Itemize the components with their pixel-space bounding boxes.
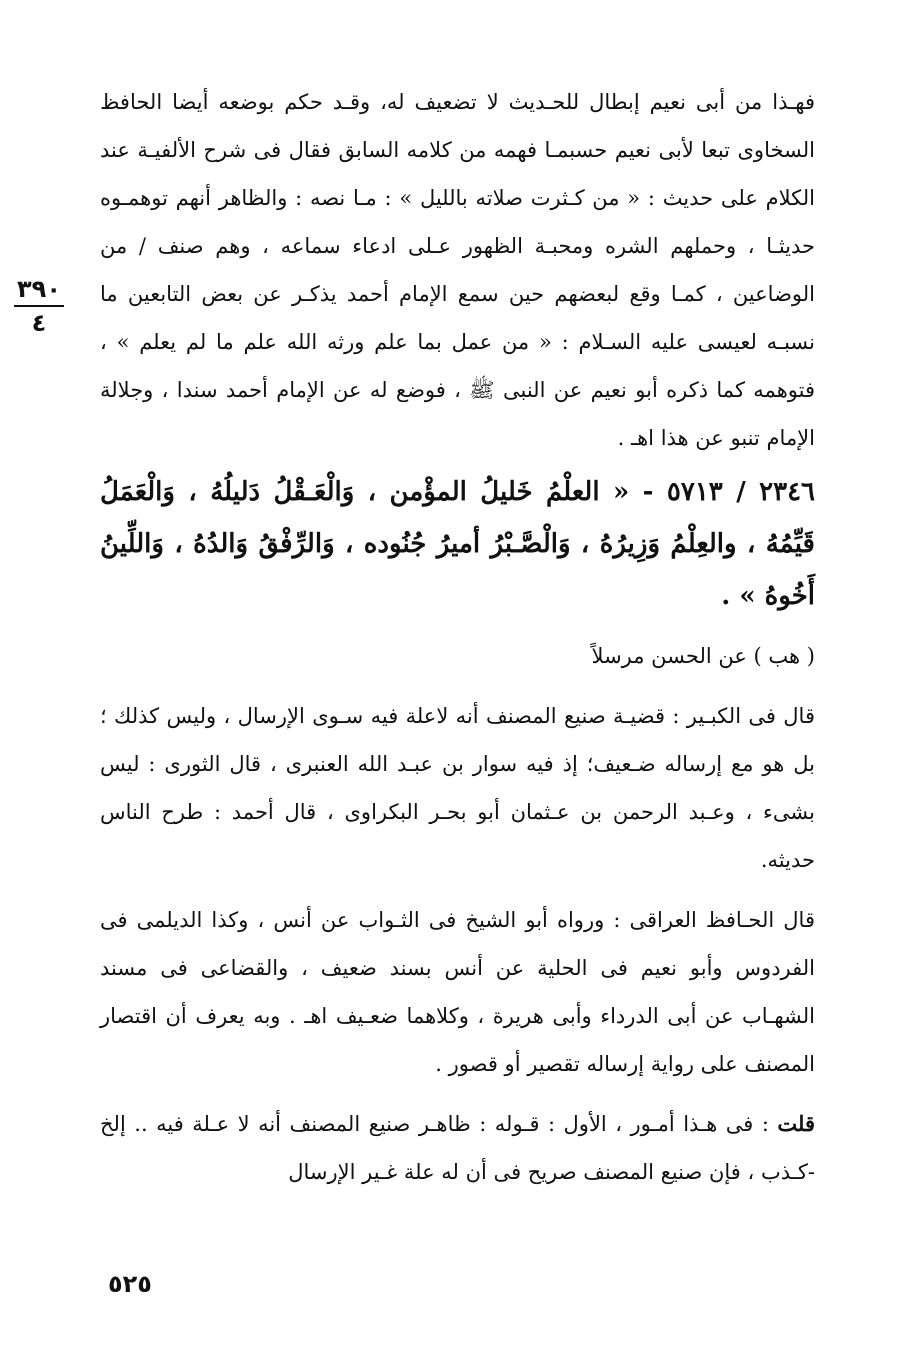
margin-reference-top: ٣٩٠ [14,275,64,307]
paragraph-commentary-1: فهـذا من أبى نعيم إبطال للحـديث لا تضعيف له، وقـد حكم بوضعه أيضا الحافظ السخاوى تبعا لأبى نعيم حسبمـا فهمه من كلامه السابق فقال فى شرح الألفيـة عند الكلام على حديث : « من كـثرت صلاته بالليل » : مـا نصه : والظاهر أنهم توهمـوه حديثـا ، وحملهم الشره ومحبـة الظهور عـلى ادعاء سماعه ، وهم صنف / من الوضاعين ، كمـا وقع لبعضهم حين سمع الإمام أحمد يذكـر عن بعض التابعين ما نسبـه لعيسى عليه السـلام : « من عمل بما علم ورثه الله علم ما لم يعلم » ، فتوهمه كما ذكره أبو نعيم عن النبى ﷺ ، فوضع له عن الإمام أحمد سندا ، وجلالة الإمام تنبو عن هذا اهـ . [100,90,815,450]
margin-reference [14,275,64,337]
page-body [100,78,815,1196]
paragraph-commentary-4 [100,1100,815,1196]
hadith-text: ٢٣٤٦ / ٥٧١٣ - « العلْمُ خَليلُ المؤْمن ، وَالْعَـقْلُ دَليلُهُ ، وَالْعَمَلُ قَيِّمُهُ ، والعِلْمُ وَزِيرُهُ ، وَالْصَّـبْرُ أميرُ جُنُوده ، وَالرِّفْقُ وَالدُهُ ، وَاللِّينُ أَخُوهُ » . [100,477,815,611]
hadith-source: ( هب ) عن الحسن مرسلاً [591,644,815,668]
paragraph-lead-word: قلت [777,1111,816,1136]
paragraph-commentary-4-text: : فى هـذا أمـور ، الأول : قـوله : ظاهـر صنيع المصنف أنه لا عـلة فيه .. إلخ -كـذب ، فإن صنيع المصنف صريح فى أن له علة غـير الإرسال [100,1112,815,1184]
margin-reference-bottom: ٤ [31,309,47,337]
page-number: ٥٢٥ [108,1270,152,1298]
paragraph-commentary-3: قال الحـافظ العراقى : ورواه أبو الشيخ فى الثـواب عن أنس ، وكذا الديلمى فى الفردوس وأبو نعيم فى الحلية عن أنس بسند ضعيف ، والقضاعى فى مسند الشهـاب عن أبى الدرداء وأبى هريرة ، وكلاهما ضعـيف اهـ . وبه يعرف أن اقتصار المصنف على رواية إرساله تقصير أو قصور . [100,908,815,1076]
paragraph-commentary-2: قال فى الكبـير : قضيـة صنيع المصنف أنه لاعلة فيه سـوى الإرسال ، وليس كذلك ؛ بل هو مع إرساله ضـعيف؛ إذ فيه سوار بن عبـد الله العنبرى ، قال الثورى : ليس بشىء ، وعـبد الرحمن بن عـثمان أبو بحـر البكراوى ، قال أحمد : طرح الناس حديثه. [100,704,815,872]
